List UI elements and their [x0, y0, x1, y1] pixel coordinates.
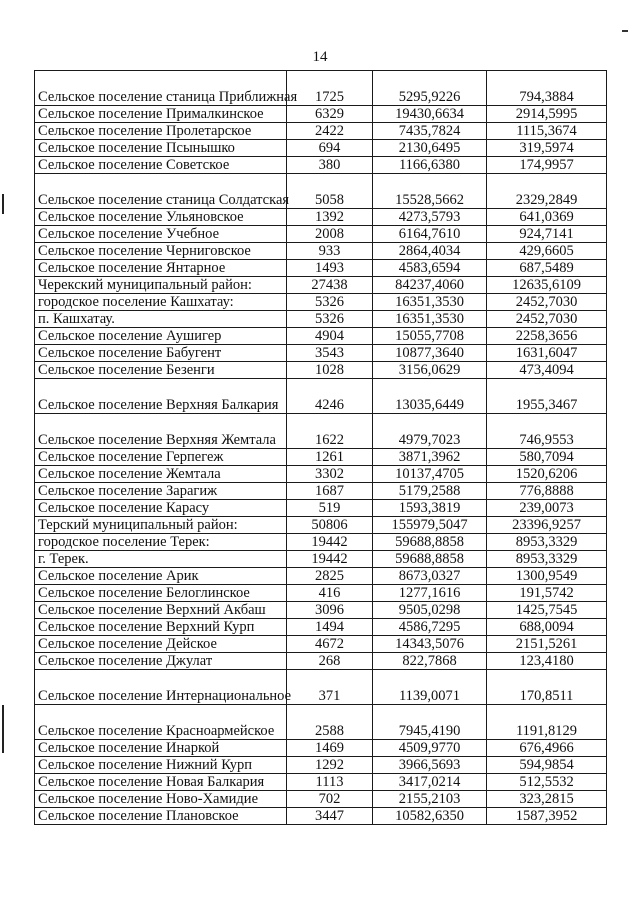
population-cell: 1292: [287, 757, 373, 774]
table-row: [35, 602, 607, 619]
table-row: [35, 345, 607, 362]
share-amount-cell: 1300,9549: [487, 568, 607, 585]
share-amount-cell: 688,0094: [487, 619, 607, 636]
share-amount-cell: 1425,7545: [487, 602, 607, 619]
total-amount-cell: 7945,4190: [373, 705, 487, 740]
settlement-name-cell: Сельское поселение Черниговское: [35, 243, 287, 260]
share-amount-cell: 1631,6047: [487, 345, 607, 362]
total-amount-cell: 19430,6634: [373, 106, 487, 123]
share-amount-cell: 2452,7030: [487, 294, 607, 311]
table-row: [35, 551, 607, 568]
population-cell: 268: [287, 653, 373, 670]
population-cell: 371: [287, 670, 373, 705]
table-row: [35, 774, 607, 791]
settlement-name-cell: Сельское поселение Верхняя Жемтала: [35, 414, 287, 449]
settlement-name-cell: Сельское поселение Псынышко: [35, 140, 287, 157]
settlement-name-cell: Сельское поселение Бабугент: [35, 345, 287, 362]
population-cell: 4904: [287, 328, 373, 345]
population-cell: 416: [287, 585, 373, 602]
settlement-name-cell: Сельское поселение Янтарное: [35, 260, 287, 277]
settlement-name-cell: г. Терек.: [35, 551, 287, 568]
population-cell: 2008: [287, 226, 373, 243]
table-row: [35, 534, 607, 551]
population-cell: 694: [287, 140, 373, 157]
total-amount-cell: 4583,6594: [373, 260, 487, 277]
settlement-name-cell: Черекский муниципальный район:: [35, 277, 287, 294]
population-cell: 4672: [287, 636, 373, 653]
population-cell: 2825: [287, 568, 373, 585]
table-row: [35, 379, 607, 414]
population-cell: 702: [287, 791, 373, 808]
share-amount-cell: 123,4180: [487, 653, 607, 670]
share-amount-cell: 2329,2849: [487, 174, 607, 209]
share-amount-cell: 2258,3656: [487, 328, 607, 345]
settlement-name-cell: Сельское поселение Прималкинское: [35, 106, 287, 123]
share-amount-cell: 429,6605: [487, 243, 607, 260]
share-amount-cell: 319,5974: [487, 140, 607, 157]
share-amount-cell: 12635,6109: [487, 277, 607, 294]
population-cell: 19442: [287, 551, 373, 568]
total-amount-cell: 155979,5047: [373, 517, 487, 534]
table-row: [35, 466, 607, 483]
table-row: [35, 483, 607, 500]
share-amount-cell: 776,8888: [487, 483, 607, 500]
table-row: [35, 157, 607, 174]
settlement-name-cell: Сельское поселение Плановское: [35, 808, 287, 825]
total-amount-cell: 59688,8858: [373, 551, 487, 568]
settlement-name-cell: Сельское поселение Верхняя Балкария: [35, 379, 287, 414]
share-amount-cell: 1955,3467: [487, 379, 607, 414]
share-amount-cell: 473,4094: [487, 362, 607, 379]
population-cell: 1028: [287, 362, 373, 379]
table-row: [35, 653, 607, 670]
table-row: [35, 243, 607, 260]
total-amount-cell: 10582,6350: [373, 808, 487, 825]
settlement-name-cell: Сельское поселение Верхний Акбаш: [35, 602, 287, 619]
population-cell: 1469: [287, 740, 373, 757]
population-cell: 2422: [287, 123, 373, 140]
settlement-name-cell: Сельское поселение Карасу: [35, 500, 287, 517]
table-row: [35, 294, 607, 311]
scan-corner-mark: [622, 30, 628, 32]
share-amount-cell: 512,5532: [487, 774, 607, 791]
settlement-name-cell: Сельское поселение Аушигер: [35, 328, 287, 345]
table-row: [35, 209, 607, 226]
table-row: [35, 791, 607, 808]
table-row: [35, 670, 607, 705]
share-amount-cell: 239,0073: [487, 500, 607, 517]
total-amount-cell: 1166,6380: [373, 157, 487, 174]
total-amount-cell: 5295,9226: [373, 71, 487, 106]
population-cell: 4246: [287, 379, 373, 414]
population-cell: 3302: [287, 466, 373, 483]
settlements-table: [34, 70, 607, 825]
population-cell: 380: [287, 157, 373, 174]
share-amount-cell: 687,5489: [487, 260, 607, 277]
settlement-name-cell: Сельское поселение Верхний Курп: [35, 619, 287, 636]
total-amount-cell: 4586,7295: [373, 619, 487, 636]
scan-margin-mark: [2, 705, 4, 753]
settlement-name-cell: Сельское поселение Безенги: [35, 362, 287, 379]
share-amount-cell: 191,5742: [487, 585, 607, 602]
total-amount-cell: 4979,7023: [373, 414, 487, 449]
table-row: [35, 636, 607, 653]
total-amount-cell: 9505,0298: [373, 602, 487, 619]
total-amount-cell: 13035,6449: [373, 379, 487, 414]
settlement-name-cell: Сельское поселение Белоглинское: [35, 585, 287, 602]
settlement-name-cell: городское поселение Терек:: [35, 534, 287, 551]
table-row: [35, 71, 607, 106]
total-amount-cell: 5179,2588: [373, 483, 487, 500]
population-cell: 1622: [287, 414, 373, 449]
total-amount-cell: 16351,3530: [373, 294, 487, 311]
table-row: [35, 311, 607, 328]
total-amount-cell: 2130,6495: [373, 140, 487, 157]
settlement-name-cell: Сельское поселение Джулат: [35, 653, 287, 670]
population-cell: 1725: [287, 71, 373, 106]
population-cell: 3447: [287, 808, 373, 825]
settlement-name-cell: Сельское поселение Арик: [35, 568, 287, 585]
total-amount-cell: 4273,5793: [373, 209, 487, 226]
table-row: [35, 277, 607, 294]
share-amount-cell: 594,9854: [487, 757, 607, 774]
share-amount-cell: 676,4966: [487, 740, 607, 757]
table-row: [35, 328, 607, 345]
page-number: 14: [312, 49, 328, 65]
table-row: [35, 619, 607, 636]
total-amount-cell: 14343,5076: [373, 636, 487, 653]
settlement-name-cell: городское поселение Кашхатау:: [35, 294, 287, 311]
population-cell: 27438: [287, 277, 373, 294]
total-amount-cell: 16351,3530: [373, 311, 487, 328]
table-row: [35, 757, 607, 774]
settlement-name-cell: Сельское поселение Герпегеж: [35, 449, 287, 466]
share-amount-cell: 641,0369: [487, 209, 607, 226]
table-row: [35, 585, 607, 602]
settlement-name-cell: Терский муниципальный район:: [35, 517, 287, 534]
table-row: [35, 226, 607, 243]
population-cell: 1113: [287, 774, 373, 791]
settlement-name-cell: Сельское поселение Дейское: [35, 636, 287, 653]
share-amount-cell: 1115,3674: [487, 123, 607, 140]
total-amount-cell: 8673,0327: [373, 568, 487, 585]
settlement-name-cell: Сельское поселение Новая Балкария: [35, 774, 287, 791]
total-amount-cell: 59688,8858: [373, 534, 487, 551]
table-row: [35, 568, 607, 585]
settlement-name-cell: Сельское поселение Ново-Хамидие: [35, 791, 287, 808]
total-amount-cell: 15528,5662: [373, 174, 487, 209]
share-amount-cell: 1520,6206: [487, 466, 607, 483]
total-amount-cell: 822,7868: [373, 653, 487, 670]
settlement-name-cell: Сельское поселение Зарагиж: [35, 483, 287, 500]
total-amount-cell: 1139,0071: [373, 670, 487, 705]
total-amount-cell: 84237,4060: [373, 277, 487, 294]
settlement-name-cell: Сельское поселение станица Солдатская: [35, 174, 287, 209]
table-row: [35, 123, 607, 140]
settlement-name-cell: Сельское поселение Учебное: [35, 226, 287, 243]
total-amount-cell: 2155,2103: [373, 791, 487, 808]
table-row: [35, 705, 607, 740]
share-amount-cell: 2452,7030: [487, 311, 607, 328]
share-amount-cell: 794,3884: [487, 71, 607, 106]
population-cell: 1392: [287, 209, 373, 226]
share-amount-cell: 170,8511: [487, 670, 607, 705]
total-amount-cell: 10877,3640: [373, 345, 487, 362]
total-amount-cell: 3156,0629: [373, 362, 487, 379]
settlement-name-cell: Сельское поселение Пролетарское: [35, 123, 287, 140]
share-amount-cell: 2151,5261: [487, 636, 607, 653]
share-amount-cell: 23396,9257: [487, 517, 607, 534]
table-row: [35, 106, 607, 123]
total-amount-cell: 1593,3819: [373, 500, 487, 517]
population-cell: 5326: [287, 294, 373, 311]
table-row: [35, 808, 607, 825]
total-amount-cell: 15055,7708: [373, 328, 487, 345]
population-cell: 6329: [287, 106, 373, 123]
settlement-name-cell: Сельское поселение Ульяновское: [35, 209, 287, 226]
share-amount-cell: 2914,5995: [487, 106, 607, 123]
table-row: [35, 449, 607, 466]
settlement-name-cell: Сельское поселение Интернациональное: [35, 670, 287, 705]
total-amount-cell: 4509,9770: [373, 740, 487, 757]
population-cell: 1687: [287, 483, 373, 500]
population-cell: 3096: [287, 602, 373, 619]
total-amount-cell: 10137,4705: [373, 466, 487, 483]
population-cell: 1493: [287, 260, 373, 277]
share-amount-cell: 323,2815: [487, 791, 607, 808]
population-cell: 5058: [287, 174, 373, 209]
scan-margin-mark: [2, 194, 4, 214]
population-cell: 1261: [287, 449, 373, 466]
total-amount-cell: 3966,5693: [373, 757, 487, 774]
share-amount-cell: 746,9553: [487, 414, 607, 449]
total-amount-cell: 3417,0214: [373, 774, 487, 791]
share-amount-cell: 1587,3952: [487, 808, 607, 825]
table-row: [35, 362, 607, 379]
population-cell: 19442: [287, 534, 373, 551]
settlement-name-cell: Сельское поселение Советское: [35, 157, 287, 174]
population-cell: 519: [287, 500, 373, 517]
table-row: [35, 260, 607, 277]
population-cell: 5326: [287, 311, 373, 328]
population-cell: 933: [287, 243, 373, 260]
settlement-name-cell: п. Кашхатау.: [35, 311, 287, 328]
share-amount-cell: 8953,3329: [487, 551, 607, 568]
population-cell: 50806: [287, 517, 373, 534]
table-row: [35, 517, 607, 534]
settlement-name-cell: Сельское поселение Инаркой: [35, 740, 287, 757]
table-row: [35, 500, 607, 517]
settlement-name-cell: Сельское поселение Нижний Курп: [35, 757, 287, 774]
population-cell: 3543: [287, 345, 373, 362]
total-amount-cell: 1277,1616: [373, 585, 487, 602]
settlement-name-cell: Сельское поселение Красноармейское: [35, 705, 287, 740]
share-amount-cell: 8953,3329: [487, 534, 607, 551]
share-amount-cell: 924,7141: [487, 226, 607, 243]
total-amount-cell: 6164,7610: [373, 226, 487, 243]
share-amount-cell: 580,7094: [487, 449, 607, 466]
table-row: [35, 414, 607, 449]
total-amount-cell: 2864,4034: [373, 243, 487, 260]
total-amount-cell: 7435,7824: [373, 123, 487, 140]
settlement-name-cell: Сельское поселение станица Приближная: [35, 71, 287, 106]
population-cell: 2588: [287, 705, 373, 740]
settlement-name-cell: Сельское поселение Жемтала: [35, 466, 287, 483]
table-row: [35, 140, 607, 157]
population-cell: 1494: [287, 619, 373, 636]
table-row: [35, 740, 607, 757]
share-amount-cell: 1191,8129: [487, 705, 607, 740]
table-row: [35, 174, 607, 209]
share-amount-cell: 174,9957: [487, 157, 607, 174]
total-amount-cell: 3871,3962: [373, 449, 487, 466]
